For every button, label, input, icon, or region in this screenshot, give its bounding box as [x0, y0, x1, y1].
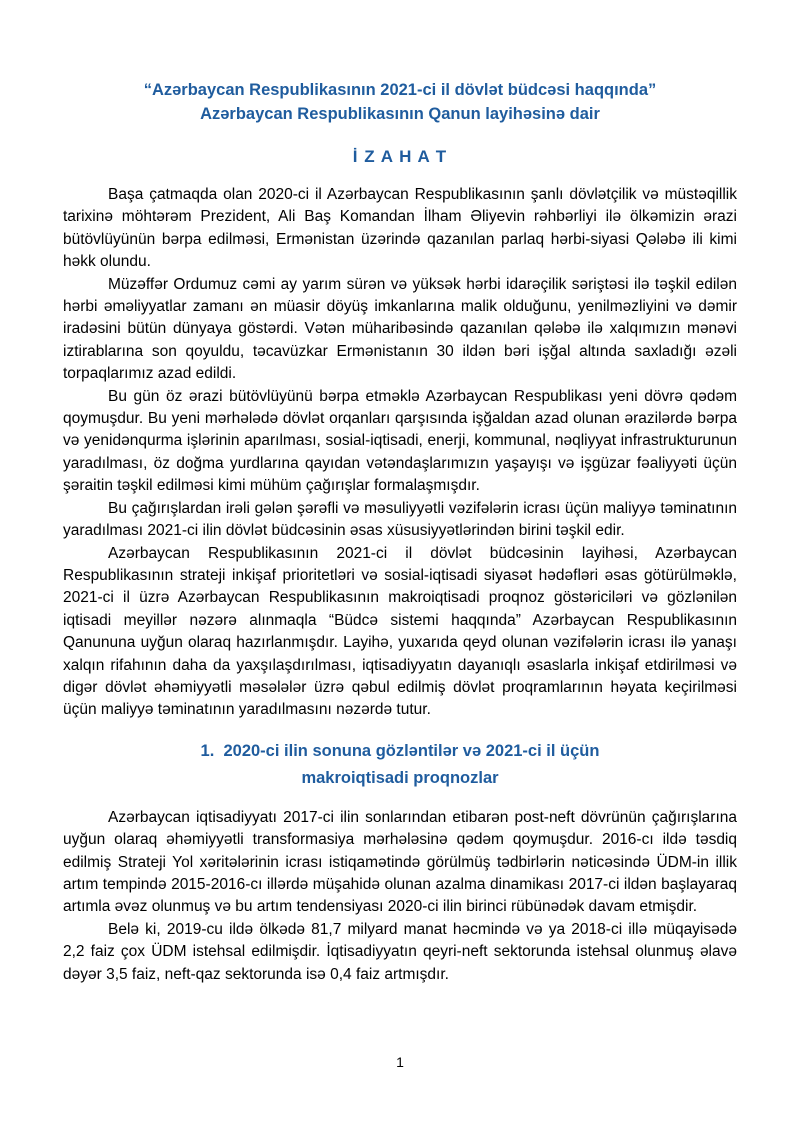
- document-title-line-1: “Azərbaycan Respublikasının 2021-ci il dövlət büdcəsi haqqında”: [143, 81, 657, 99]
- intro-paragraph-3: Bu gün öz ərazi bütövlüyünü bərpa etməklə Azərbaycan Respublikası yeni dövrə qədəm qoymuşdur. Bu yeni mərhələdə dövlət orqanları qarşısında işğaldan azad olunan ərazilərdə bərpa və yenidənqurma işlərinin aparılması, sosial-iqtisadi, enerji, kommunal, nəqliyyat infrastrukturunun yaradılması, öz doğma yurdlarına qayıdan vətəndaşlarımızın yaşayışı və işgüzar fəaliyyəti üçün şəraitin təşkil edilməsi kimi mühüm çağırışlar formalaşmışdır.: [63, 387, 737, 495]
- page-number: 1: [396, 1054, 404, 1070]
- section-1-paragraph-2: Belə ki, 2019-cu ildə ölkədə 81,7 milyard manat həcmində və ya 2018-ci illə müqayisədə 2,2 faiz çox ÜDM istehsal edilmişdir. İqtisadiyyatın qeyri-neft sektorunda istehsal olunmuş əlavə dəyər 3,5 faiz, neft-qaz sektorunda isə 0,4 faiz artmışdır.: [63, 920, 737, 983]
- section-1-paragraph-1: Azərbaycan iqtisadiyyatı 2017-ci ilin sonlarından etibarən post-neft dövrünün çağırışlarına uyğun olaraq əhəmiyyətli transformasiya mərhələsinə qədəm qoymuşdur. 2016-cı ildə təsdiq edilmiş Strateji Yol xəritələrinin icrası istiqamətində görülmüş tədbirlərin nəticəsində ÜDM-in illik artım tempində 2015-2016-cı illərdə müşahidə olunan azalma dinamikası 2017-ci ildən başlayaraq artımla əvəz olunmuş və bu artım tendensiyası 2020-ci ilin birinci rübünədək davam etmişdir.: [63, 808, 737, 916]
- intro-paragraph-5: Azərbaycan Respublikasının 2021-ci il dövlət büdcəsinin layihəsi, Azərbaycan Respublikasının strateji inkişaf prioritetləri və sosial-iqtisadi siyasət hədəfləri əsas götürülməklə, 2021-ci il üzrə Azərbaycan Respublikasının makroiqtisadi proqnoz göstəriciləri və gözlənilən iqtisadi meyillər nəzərə alınmaqla “Büdcə sistemi haqqında” Azərbaycan Respublikasının Qanununa uyğun olaraq hazırlanmışdır. Layihə, yuxarıda qeyd olunan vəzifələrin icrası ilə yanaşı xalqın rifahının daha da yaxşılaşdırılması, iqtisadiyyatın dayanıqlı əsaslarla inkişaf etdirilməsi və digər dövlət əhəmiyyətli məsələlər üzrə qəbul edilmiş dövlət proqramlarının həyata keçirilməsi üçün maliyyə təminatının yaradılmasını nəzərdə tutur.: [63, 544, 737, 719]
- document-title: [63, 78, 737, 126]
- section-1-heading-line-2: makroiqtisadi proqnozlar: [301, 768, 499, 787]
- intro-paragraph-2: Müzəffər Ordumuz cəmi ay yarım sürən və yüksək hərbi idarəçilik səriştəsi ilə təşkil edilən hərbi əməliyyatlar zamanı ən müasir döyüş imkanlarına malik olduğunu, yenilməzliyini və dəmir iradəsini bütün dünyaya göstərdi. Vətən müharibəsində qazanılan qələbə ilə xalqımızın mənəvi iztirablarına son qoyuldu, təcavüzkar Ermənistanın 30 ildən bəri işğal altında saxladığı əzəli torpaqlarımız azad edildi.: [63, 275, 737, 383]
- intro-paragraph-4: Bu çağırışlardan irəli gələn şərəfli və məsuliyyətli vəzifələrin icrası üçün maliyyə təminatının yaradılması 2021-ci ilin dövlət büdcəsinin əsas xüsusiyyətlərindən birini təşkil edir.: [63, 499, 737, 540]
- section-1-heading: [63, 738, 737, 792]
- document-subtitle: İ Z A H A T: [352, 147, 448, 166]
- document-title-line-2: Azərbaycan Respublikasının Qanun layihəsinə dair: [200, 105, 600, 123]
- section-1-heading-line-1: 1. 2020-ci ilin sonuna gözləntilər və 2021-ci il üçün: [200, 741, 600, 760]
- intro-paragraph-1: Başa çatmaqda olan 2020-ci il Azərbaycan Respublikasının şanlı dövlətçilik və müstəqillik tarixinə möhtərəm Prezident, Ali Baş Komandan İlham Əliyevin rəhbərliyi ilə ölkəmizin ərazi bütövlüyünün bərpa edilməsi, Ermənistan üzərində qazanılan parlaq hərbi-siyasi Qələbə ili kimi həkk olundu.: [63, 186, 737, 271]
